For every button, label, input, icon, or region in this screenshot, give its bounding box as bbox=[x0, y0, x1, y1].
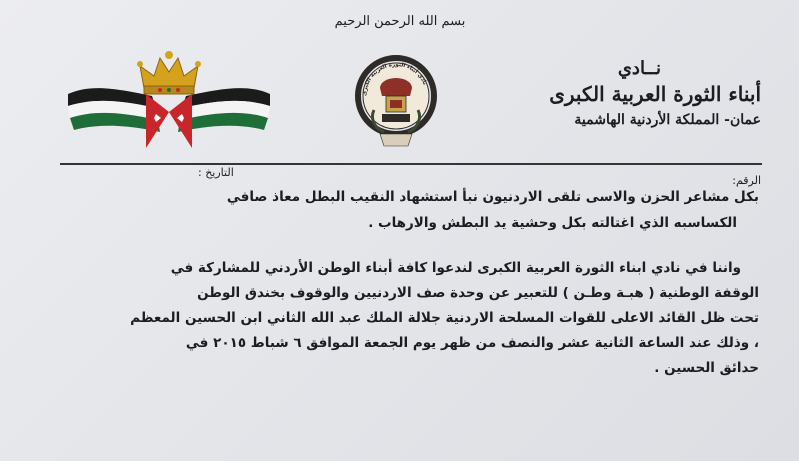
bismillah: بسم الله الرحمن الرحيم bbox=[334, 14, 466, 29]
paragraph-line: الوقفة الوطنية ( هبـة وطـن ) للتعبير عن وحدة صف الاردنيين والوقوف بخندق الوطن bbox=[197, 285, 759, 301]
date-label: التاريخ : bbox=[198, 166, 234, 179]
header-divider bbox=[60, 163, 762, 165]
reference-number-label: الرقم: bbox=[732, 174, 761, 187]
paragraph-line: واننا في نادي ابناء الثورة العربية الكبرى لندعوا كافة أبناء الوطن الأردني للمشاركة في bbox=[170, 260, 741, 276]
paragraph-line: تحت ظل القائد الاعلى للقوات المسلحة الاردنية جلالة الملك عبد الله الثاني ابن الحسين المعظم bbox=[130, 310, 759, 326]
letter-body bbox=[59, 184, 759, 381]
club-location: عمان- المملكة الأردنية الهاشمية bbox=[574, 112, 761, 128]
crown-flags-emblem bbox=[60, 48, 278, 160]
club-crest-logo bbox=[352, 48, 440, 158]
paragraph-line: بكل مشاعر الحزن والاسى تلقى الاردنيون نبأ استشهاد النقيب البطل معاذ صافي bbox=[226, 189, 759, 205]
paragraph-1 bbox=[59, 184, 759, 236]
paragraph-line: حدائق الحسين . bbox=[654, 360, 759, 376]
svg-text:نادي أبناء الثورة العربية الكب: نادي أبناء الثورة العربية الكبرى bbox=[361, 61, 428, 97]
club-name-line1: نــادي bbox=[617, 58, 661, 79]
red-triangle-left bbox=[146, 94, 169, 148]
crown-icon bbox=[137, 51, 201, 94]
paragraph-line: ، وذلك عند الساعة الثانية عشر والنصف من ظهر يوم الجمعة الموافق ٦ شباط ٢٠١٥ في bbox=[185, 335, 759, 351]
club-name-line2: أبناء الثورة العربية الكبرى bbox=[549, 82, 761, 106]
paragraph-line: الكساسبه الذي اغتالته بكل وحشية يد البطش والارهاب . bbox=[368, 215, 737, 231]
club-letterhead bbox=[461, 58, 761, 132]
paragraph-2 bbox=[59, 256, 759, 381]
red-triangle-right bbox=[169, 94, 192, 148]
